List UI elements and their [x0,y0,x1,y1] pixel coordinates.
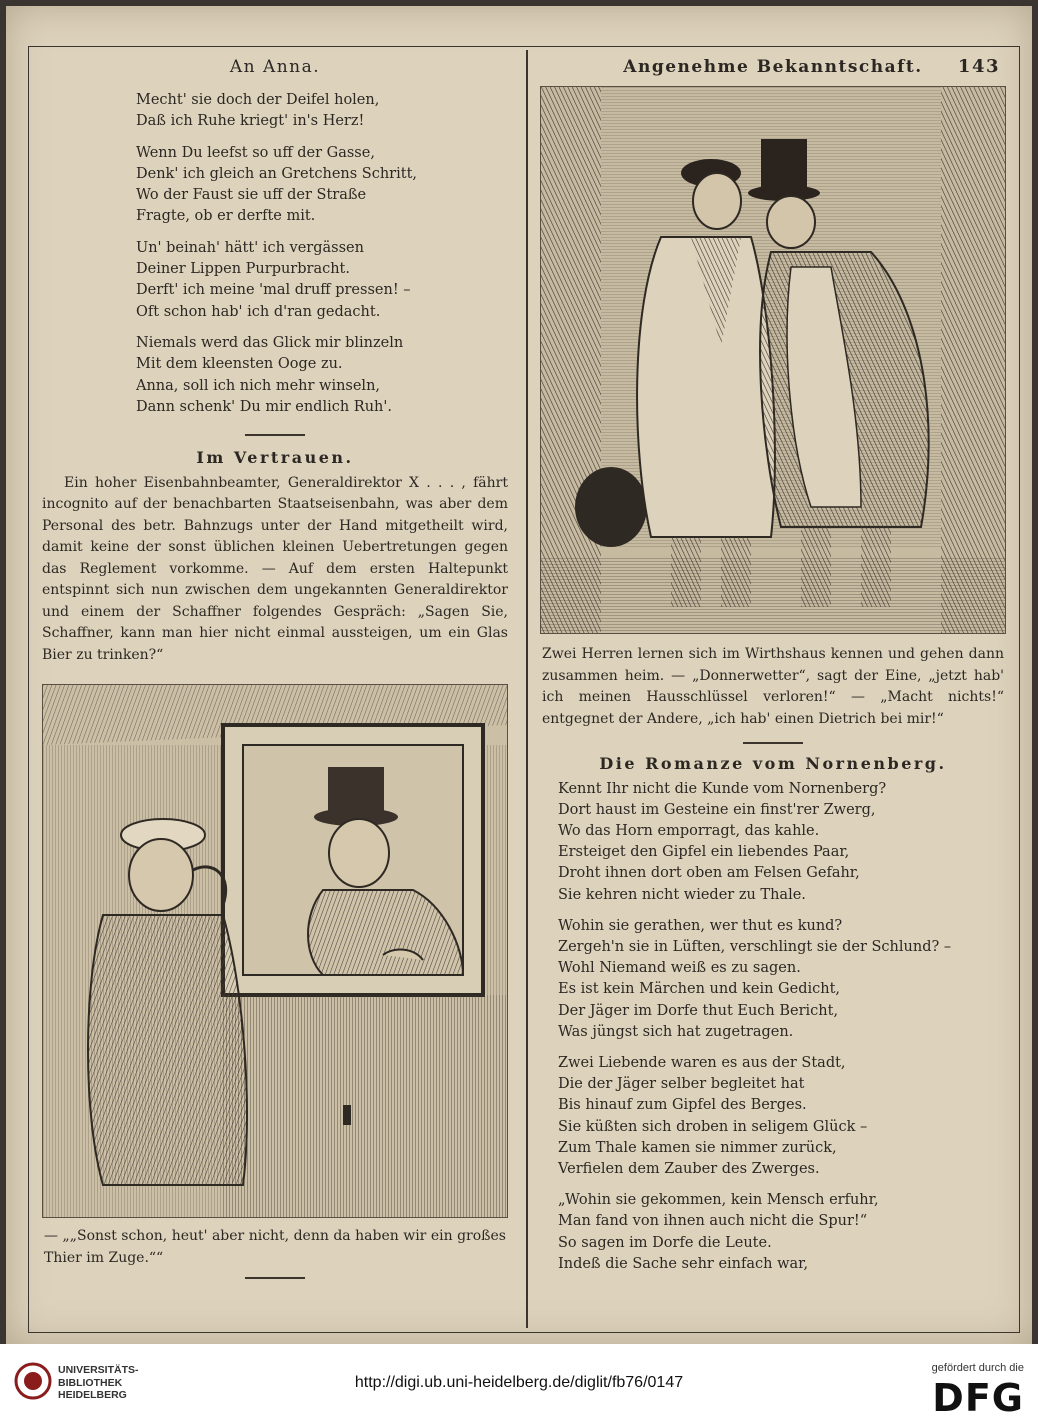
caption-vertrauen: — „„Sonst schon, heut' aber nicht, denn da haben wir ein großes Thier im Zuge.““ [44,1228,506,1266]
poem-line: Wenn Du leefst so uff der Gasse, [136,144,375,161]
poem-line: Un' beinah' hätt' ich vergässen [136,239,364,256]
library-line: UNIVERSITÄTS- [58,1364,139,1376]
funded-by-label: gefördert durch die [931,1362,1024,1374]
poem-line: Wohin sie gerathen, wer thut es kund? [558,917,843,934]
poem-line: Fragte, ob er derfte mit. [136,208,316,225]
poem-line: Man fand von ihnen auch nicht die Spur!“ [558,1213,868,1230]
poem-line: Zwei Liebende waren es aus der Stadt, [558,1054,846,1071]
poem-line: Deiner Lippen Purpurbracht. [136,261,350,278]
poem-line: Wohl Niemand weiß es zu sagen. [558,960,801,977]
poem-line: Anna, soll ich nich mehr winseln, [136,377,381,394]
poem-line: Wo der Faust sie uff der Straße [136,187,367,204]
scanned-page [6,6,1032,1344]
poem-line: Indeß die Sache sehr einfach war, [558,1255,809,1272]
poem-line: Was jüngst sich hat zugetragen. [558,1023,794,1040]
poem-line: Oft schon hab' ich d'ran gedacht. [136,303,381,320]
poem-romanze [534,779,1012,1275]
header-right-title: Angenehme Bekanntschaft. [623,57,923,77]
dfg-logo: DFG [932,1376,1024,1420]
section-title-romanze: Die Romanze vom Nornenberg. [599,753,947,773]
illustration-train-conductor [42,684,508,1218]
poem-line: Sie kehren nicht wieder zu Thale. [558,886,806,903]
engraving-train [43,685,507,1217]
poem-line: Zergeh'n sie in Lüften, verschlingt sie der Schlund? – [558,938,952,955]
poem-line: Daß ich Ruhe kriegt' in's Herz! [136,113,365,130]
poem-an-anna [36,90,514,418]
article-vertrauen [36,473,514,667]
poem-line: Mecht' sie doch der Deifel holen, [136,92,380,108]
section-rule [245,434,305,436]
poem-stanza [558,1190,1012,1275]
poem-stanza [136,90,514,133]
digitization-footer [0,1344,1038,1427]
section-rule [743,742,803,744]
header-left-title: An Anna. [229,57,321,77]
poem-line: Kennt Ihr nicht die Kunde vom Nornenberg? [558,780,887,797]
library-line: HEIDELBERG [58,1389,127,1401]
illustration-two-gentlemen [540,86,1006,634]
poem-line: Niemals werd das Glick mir blinzeln [136,334,404,351]
poem-line: Mit dem kleensten Ooge zu. [136,356,343,373]
caption-bekanntschaft: Zwei Herren lernen sich im Wirthshaus kennen und gehen dann zusammen heim. — „Donnerwetter“, sagt der Eine, „jetzt hab' ich meinen Hausschlüssel verloren!“ — „Macht nichts!“ entgegnet der Andere, „ich hab' einen Dietrich bei mir!“ [542,646,1004,727]
left-column [36,54,514,1291]
poem-stanza [558,916,1012,1043]
poem-line: Verfielen dem Zauber des Zwerges. [558,1160,820,1177]
section-title-vertrauen: Im Vertrauen. [196,447,354,467]
poem-line: Ersteiget den Gipfel ein liebendes Paar, [558,844,850,861]
running-header-right [534,54,1012,80]
poem-stanza [136,333,514,418]
engraving-gentlemen [541,87,1005,633]
poem-stanza [558,779,1012,906]
poem-line: Bis hinauf zum Gipfel des Berges. [558,1097,807,1114]
poem-line: Droht ihnen dort oben am Felsen Gefahr, [558,865,860,882]
poem-line: Es ist kein Märchen und kein Gedicht, [558,981,841,998]
poem-line: Sie küßten sich droben in seligem Glück – [558,1118,868,1135]
poem-line: Denk' ich gleich an Gretchens Schritt, [136,165,418,182]
column-divider [526,50,528,1328]
poem-line: Dann schenk' Du mir endlich Ruh'. [136,398,392,415]
poem-line: Zum Thale kamen sie nimmer zurück, [558,1139,837,1156]
poem-line: Der Jäger im Dorfe thut Euch Bericht, [558,1002,839,1019]
poem-line: So sagen im Dorfe die Leute. [558,1234,772,1251]
article-paragraph: Ein hoher Eisenbahnbeamter, Generaldirektor X . . . , fährt incognito auf der benachbarten Staatseisenbahn, was aber dem Personal des betr. Bahnzugs unter der Hand mitgetheilt wird, damit keine der sonst üblichen kleinen Uebertretungen gegen das Reglement vorkomme. — Auf dem ersten Haltepunkt entspinnt sich nun zwischen dem ungekannten Generaldirektor und einem der Schaffner folgendes Gespräch: „Sagen Sie, Schaffner, kann man hier nicht einmal aussteigen, um ein Glas Bier zu trinken?“ [42,474,508,663]
poem-line: Derft' ich meine 'mal druff pressen! – [136,282,411,299]
poem-line: Die der Jäger selber begleitet hat [558,1076,805,1093]
library-line: BIBLIOTHEK [58,1376,123,1389]
poem-line: Wo das Horn emporragt, das kahle. [558,822,820,839]
poem-stanza [136,143,514,228]
page-number: 143 [957,56,1000,77]
poem-stanza [558,1053,1012,1180]
poem-stanza [136,238,514,323]
section-rule [245,1277,305,1279]
permalink[interactable]: http://digi.ub.uni-heidelberg.de/diglit/fb76/0147 [354,1374,684,1391]
right-column [534,54,1012,1275]
running-header-left [36,54,514,80]
poem-line: Dort haust im Gesteine ein finst'rer Zwerg, [558,801,876,818]
poem-line: „Wohin sie gekommen, kein Mensch erfuhr, [558,1192,879,1209]
